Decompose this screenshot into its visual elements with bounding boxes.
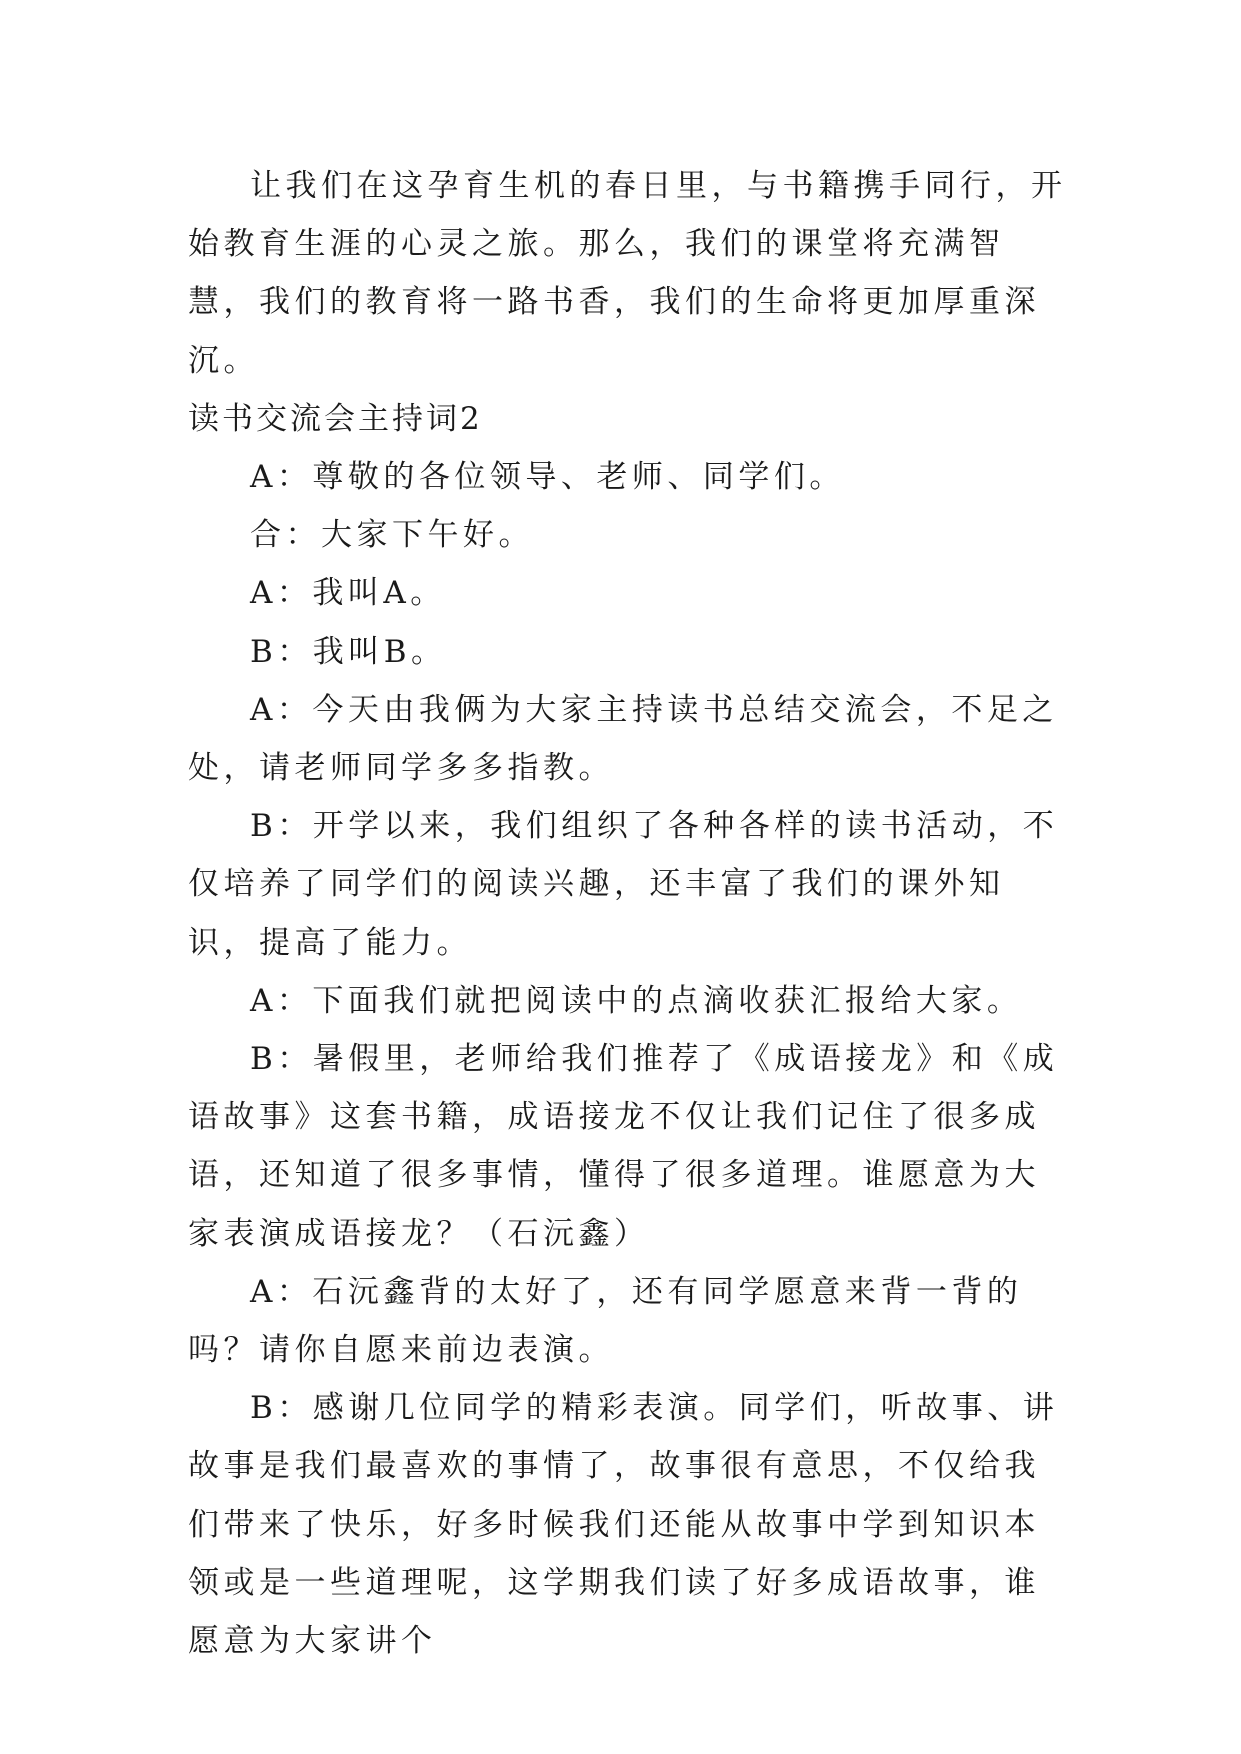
- paragraph: A：石沅鑫背的太好了，还有同学愿意来背一背的吗？请你自愿来前边表演。: [188, 1273, 1023, 1369]
- document-body: [188, 157, 1068, 1670]
- section-heading: 读书交流会主持词2: [188, 400, 483, 437]
- paragraph: A：今天由我俩为大家主持读书总结交流会，不足之处，请老师同学多多指教。: [188, 691, 1058, 787]
- paragraph: B：暑假里，老师给我们推荐了《成语接龙》和《成语故事》这套书籍，成语接龙不仅让我们记住了很多成语，还知道了很多事情，懂得了很多道理。谁愿意为大家表演成语接龙？（石沅鑫）: [188, 1041, 1059, 1252]
- paragraph: 合：大家下午好。: [250, 517, 534, 554]
- paragraph: A：下面我们就把阅读中的点滴收获汇报给大家。: [250, 982, 1023, 1019]
- paragraph: B：开学以来，我们组织了各种各样的读书活动，不仅培养了同学们的阅读兴趣，还丰富了我们的课外知识，提高了能力。: [188, 808, 1059, 961]
- paragraph: B：我叫B。: [250, 633, 447, 670]
- paragraph: B：感谢几位同学的精彩表演。同学们，听故事、讲故事是我们最喜欢的事情了，故事很有意思，不仅给我们带来了快乐，好多时候我们还能从故事中学到知识本领或是一些道理呢，这学期我们读了好多成语故事，谁愿意为大家讲个: [188, 1390, 1059, 1660]
- paragraph: 让我们在这孕育生机的春日里，与书籍携手同行，开始教育生涯的心灵之旅。那么，我们的课堂将充满智慧，我们的教育将一路书香，我们的生命将更加厚重深沉。: [188, 168, 1067, 379]
- paragraph: A：尊敬的各位领导、老师、同学们。: [250, 459, 845, 496]
- paragraph: A：我叫A。: [250, 575, 446, 612]
